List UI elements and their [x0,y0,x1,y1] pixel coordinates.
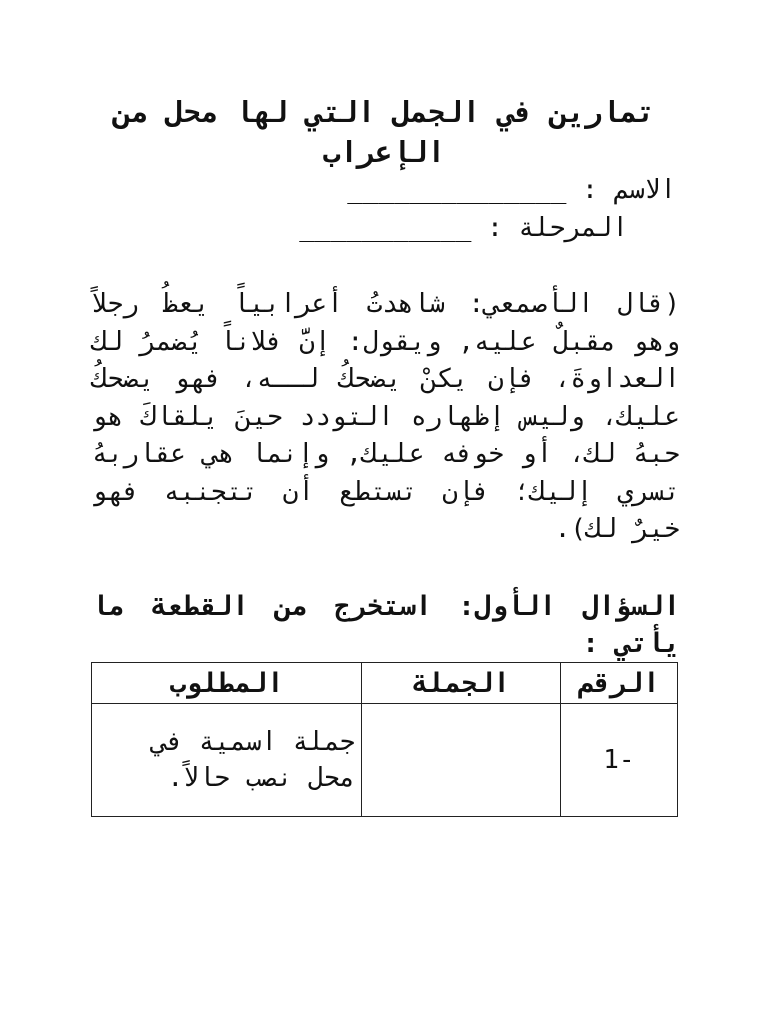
student-name-field: الاسم : ______________ [347,175,676,205]
reading-passage: (قال الأصمعي: شاهدتُ أعرابياً يعظُ رجلاً وهو مقبلٌ عليه, ويقول: إنَّ فلاناً يُضمرُ لك العداوةَ، فإن يكنْ يضحكُ لــه، فهو يضحكُ عليك، وليس إظهاره التودد حينَ يلقاكَ هو حبهُ لك، أو خوفه عليك, وإنما هي عقاربهُ تسري إليك؛ فإن تستطع أن تتجنبه فهو خيرٌ لك). [92,289,680,544]
table-row [92,704,678,817]
row-number: -1 [560,704,677,817]
header-number: الرقم [560,663,677,704]
row-required: جملة اسمية في محل نصب حالاً. [92,704,362,817]
worksheet-title: تمارين في الجمل التي لها محل من الإعراب [113,95,655,169]
question-one: السؤال الأول: استخرج من القطعة ما يأتي : [92,591,680,659]
header-required: المطلوب [92,663,362,704]
row-sentence-answer [362,704,560,817]
answers-table [91,662,678,817]
student-stage-field: المرحلة : ___________ [299,213,628,243]
header-sentence: الجملة [362,663,560,704]
table-header-row [92,663,678,704]
